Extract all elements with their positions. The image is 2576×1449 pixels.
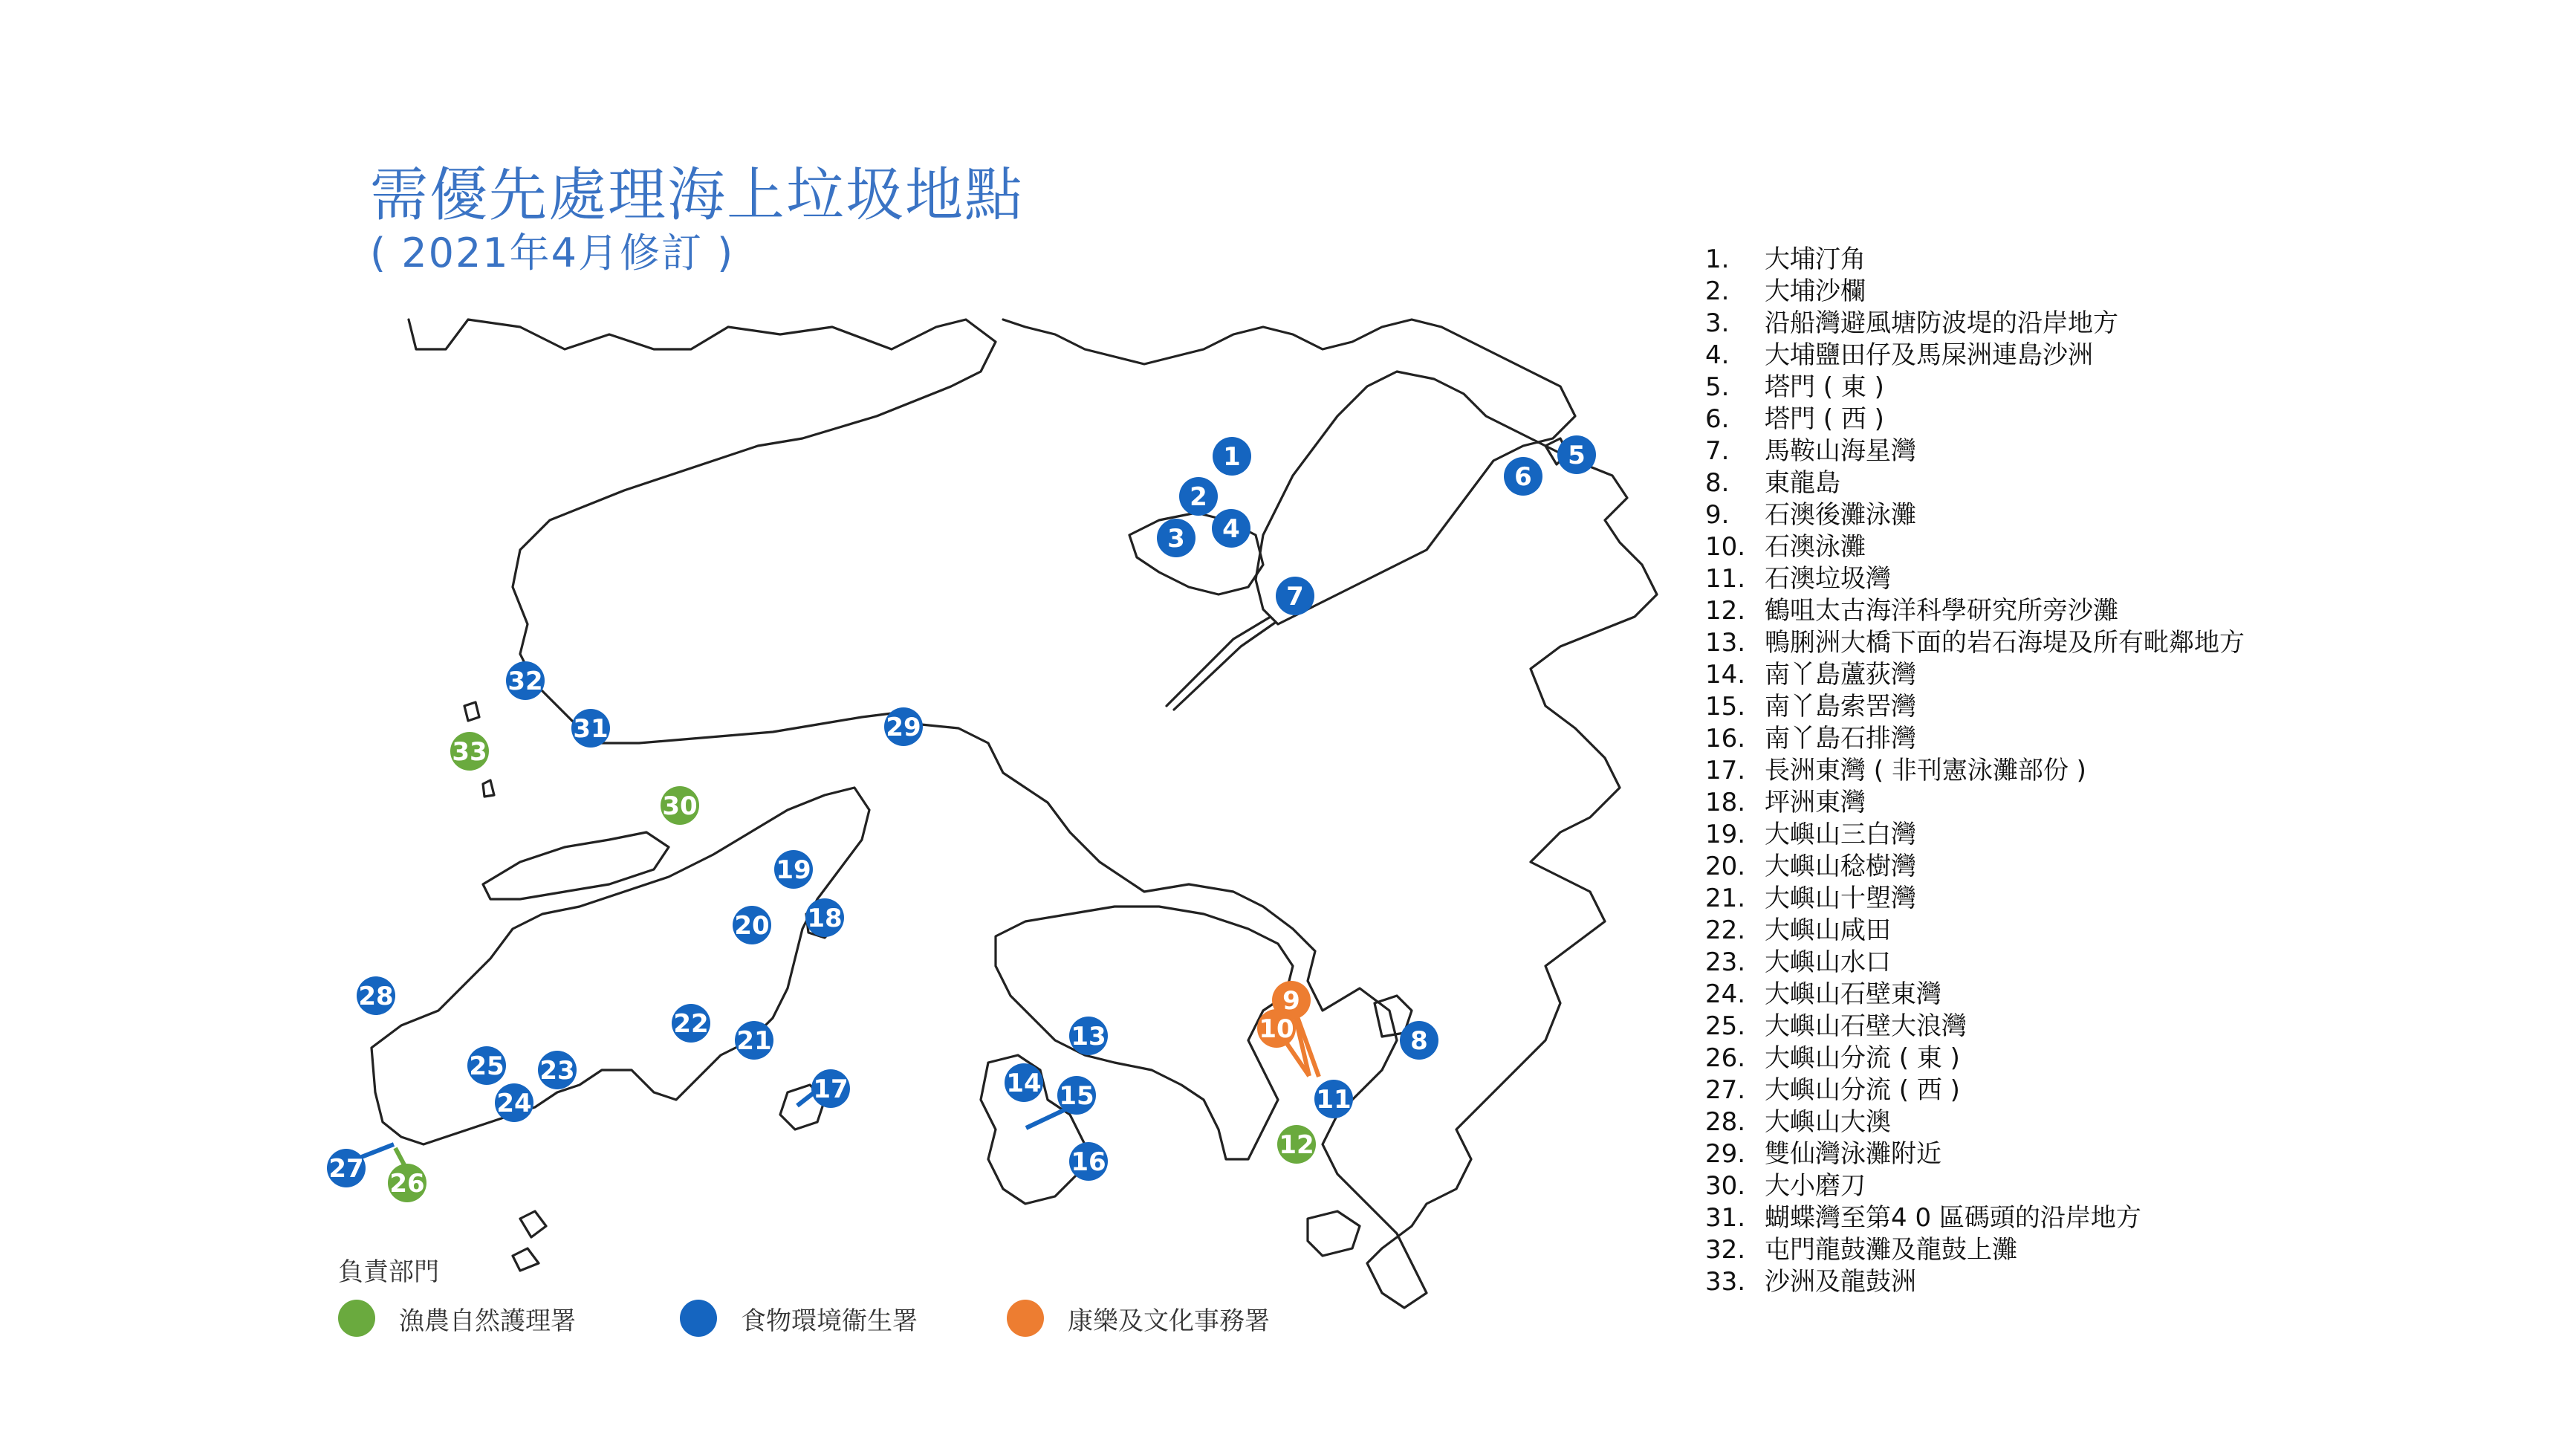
legend-item-lcsd [1007,1299,1270,1338]
legend-dot-lcsd [1007,1300,1044,1337]
site-number: 4. [1705,340,1730,370]
site-number: 12. [1705,596,1746,626]
site-list-item [1705,1266,2245,1298]
site-list-item [1705,276,2245,308]
site-marker-7 [1276,577,1314,615]
marker-label: 29 [886,713,921,742]
site-number: 6. [1705,404,1730,434]
site-marker-18 [805,898,844,937]
site-marker-27 [327,1149,366,1187]
site-name: 南丫島索罟灣 [1765,692,1916,722]
site-number: 30. [1705,1171,1746,1201]
marker-label: 8 [1410,1026,1428,1056]
site-list-item [1705,787,2245,819]
map-subtitle: ( 2021年4月修訂 ) [370,230,735,276]
site-marker-28 [357,976,395,1015]
marker-label: 30 [662,791,698,821]
site-number: 26. [1705,1043,1746,1073]
site-number: 14. [1705,660,1746,690]
site-number: 32. [1705,1235,1746,1265]
site-number: 25. [1705,1011,1746,1041]
site-list [1705,244,2245,1298]
mainland-coastline [409,320,1657,1308]
marker-label: 24 [496,1089,532,1118]
site-list-item [1705,819,2245,851]
site-marker-26 [388,1164,426,1202]
marker-label: 12 [1279,1130,1314,1160]
marker-label: 21 [736,1026,772,1056]
site-marker-11 [1314,1080,1353,1118]
site-marker-2 [1179,477,1218,516]
marker-label: 31 [573,714,609,744]
site-name: 東龍島 [1765,468,1840,498]
site-list-item [1705,979,2245,1011]
marker-label: 4 [1222,514,1240,544]
site-marker-5 [1557,435,1596,474]
site-list-item [1705,308,2245,340]
marker-connector-line [360,1144,394,1158]
marker-label: 26 [389,1169,425,1199]
site-name: 石澳泳灘 [1765,532,1866,562]
site-name: 長洲東灣 ( 非刊憲泳灘部份 ) [1765,756,2086,785]
site-marker-24 [495,1083,533,1122]
legend-item-fehd [680,1299,918,1338]
marker-label: 3 [1167,524,1185,554]
site-number: 31. [1705,1203,1746,1233]
site-marker-14 [1005,1063,1043,1102]
site-list-item [1705,467,2245,499]
site-name: 沙洲及龍鼓洲 [1765,1267,1916,1297]
site-name: 大嶼山咸田 [1765,915,1891,945]
marker-label: 25 [469,1051,505,1081]
site-marker-19 [774,850,813,889]
site-marker-30 [661,786,699,825]
site-list-item [1705,403,2245,435]
site-name: 南丫島石排灣 [1765,724,1916,753]
marker-label: 2 [1190,482,1207,512]
marker-label: 11 [1316,1085,1352,1115]
legend-label-afcd: 漁農自然護理署 [399,1306,576,1336]
po-toi-coastline [1308,1211,1360,1256]
site-number: 3. [1705,308,1730,338]
marker-label: 28 [358,982,394,1011]
legend-label-lcsd: 康樂及文化事務署 [1068,1306,1270,1336]
site-number: 15. [1705,692,1746,722]
legend-item-afcd [338,1299,576,1338]
site-number: 8. [1705,468,1730,498]
coastline [372,320,1657,1308]
site-list-item [1705,1170,2245,1202]
site-number: 16. [1705,724,1746,753]
marker-label: 23 [539,1056,575,1086]
site-list-item [1705,1043,2245,1074]
site-list-item [1705,1234,2245,1266]
legend-dot-afcd [338,1300,375,1337]
site-name: 大嶼山十塱灣 [1765,884,1916,913]
site-number: 7. [1705,436,1730,466]
site-list-item [1705,691,2245,723]
legend-dot-fehd [680,1300,717,1337]
site-list-item [1705,563,2245,595]
site-name: 鶴咀太古海洋科學研究所旁沙灘 [1765,596,2118,626]
marker-label: 9 [1282,986,1300,1016]
site-number: 2. [1705,276,1730,306]
site-list-item [1705,755,2245,787]
site-name: 塔門 ( 西 ) [1765,404,1884,434]
site-number: 11. [1705,564,1746,594]
marker-label: 22 [673,1009,709,1039]
site-marker-16 [1069,1142,1108,1181]
legend-label-fehd: 食物環境衞生署 [741,1306,918,1336]
marker-label: 13 [1071,1022,1106,1051]
site-marker-32 [506,661,545,700]
site-name: 大嶼山大澳 [1765,1107,1891,1137]
site-number: 27. [1705,1075,1746,1105]
marker-label: 19 [776,855,811,885]
marker-connector-line [1026,1109,1067,1128]
site-name: 鴨脷洲大橋下面的岩石海堤及所有毗鄰地方 [1765,628,2245,658]
marker-label: 32 [507,667,543,696]
site-marker-31 [571,709,610,748]
site-marker-10 [1257,1009,1296,1048]
site-name: 大嶼山稔樹灣 [1765,852,1916,881]
site-marker-1 [1213,437,1251,476]
legend-title: 負責部門 [338,1257,439,1287]
site-name: 大埔鹽田仔及馬屎洲連島沙洲 [1765,340,2093,370]
site-list-item [1705,435,2245,467]
site-marker-12 [1277,1125,1316,1164]
site-list-item [1705,499,2245,531]
site-marker-6 [1504,457,1542,496]
site-name: 沿船灣避風塘防波堤的沿岸地方 [1765,308,2118,338]
site-name: 石澳垃圾灣 [1765,564,1891,594]
site-list-item [1705,1106,2245,1138]
site-marker-22 [672,1004,710,1043]
site-marker-17 [811,1069,850,1108]
marker-label: 16 [1071,1147,1106,1177]
site-number: 29. [1705,1139,1746,1169]
site-name: 大嶼山分流 ( 西 ) [1765,1075,1960,1105]
site-name: 蝴蝶灣至第4 0 區碼頭的沿岸地方 [1765,1203,2141,1233]
site-number: 13. [1705,628,1746,658]
marker-label: 20 [734,911,770,941]
site-list-item [1705,1138,2245,1170]
site-list-item [1705,883,2245,915]
site-name: 塔門 ( 東 ) [1765,372,1884,402]
site-number: 9. [1705,500,1730,530]
site-number: 10. [1705,532,1746,562]
marker-label: 15 [1059,1081,1094,1111]
site-number: 5. [1705,372,1730,402]
site-marker-20 [733,906,771,944]
site-name: 大嶼山分流 ( 東 ) [1765,1043,1960,1073]
site-marker-23 [538,1051,577,1089]
site-marker-29 [884,707,923,746]
site-marker-3 [1157,519,1195,557]
site-name: 大嶼山三白灣 [1765,820,1916,849]
site-marker-33 [450,732,489,771]
site-number: 28. [1705,1107,1746,1137]
site-marker-4 [1212,509,1250,548]
map-title: 需優先處理海上垃圾地點 [370,162,1025,229]
site-name: 大嶼山水口 [1765,947,1891,977]
site-name: 大埔汀角 [1765,244,1866,274]
marker-label: 6 [1514,462,1532,492]
breakwater [1167,617,1275,710]
site-list-item [1705,372,2245,403]
site-list-item [1705,723,2245,755]
site-name: 大嶼山石壁大浪灣 [1765,1011,1967,1041]
site-list-item [1705,659,2245,691]
site-number: 23. [1705,947,1746,977]
marker-label: 5 [1568,441,1586,470]
site-number: 17. [1705,756,1746,785]
site-name: 馬鞍山海星灣 [1765,436,1916,466]
site-name: 大小磨刀 [1765,1171,1866,1201]
marker-label: 14 [1006,1069,1042,1098]
site-marker-21 [735,1021,773,1060]
marker-label: 10 [1259,1014,1294,1044]
site-number: 24. [1705,979,1746,1009]
site-list-item [1705,244,2245,276]
site-number: 20. [1705,852,1746,881]
marker-label: 1 [1223,442,1241,472]
site-name: 大埔沙欄 [1765,276,1866,306]
site-list-item [1705,947,2245,979]
marker-label: 33 [452,737,487,767]
site-number: 22. [1705,915,1746,945]
site-number: 21. [1705,884,1746,913]
soko-islands-coastline [513,1211,546,1271]
marker-connector-line [797,1092,814,1106]
marker-label: 7 [1286,582,1304,612]
site-number: 1. [1705,244,1730,274]
site-name: 雙仙灣泳灘附近 [1765,1139,1941,1169]
site-list-item [1705,915,2245,947]
site-list-item [1705,531,2245,563]
site-list-item [1705,595,2245,627]
site-marker-15 [1057,1076,1096,1115]
site-list-item [1705,1074,2245,1106]
site-number: 19. [1705,820,1746,849]
marker-label: 17 [813,1074,849,1104]
marker-label: 18 [807,904,843,933]
site-name: 石澳後灘泳灘 [1765,500,1916,530]
site-list-item [1705,627,2245,659]
site-list-item [1705,1011,2245,1043]
marker-label: 27 [328,1154,364,1184]
site-name: 屯門龍鼓灘及龍鼓上灘 [1765,1235,2017,1265]
site-list-item [1705,851,2245,883]
site-marker-8 [1400,1021,1438,1060]
site-marker-25 [467,1046,506,1085]
site-number: 18. [1705,788,1746,817]
site-number: 33. [1705,1267,1746,1297]
site-list-item [1705,340,2245,372]
marker-layer [327,435,1596,1202]
airport-island-coastline [483,832,669,899]
site-marker-13 [1069,1017,1108,1055]
site-name: 南丫島蘆荻灣 [1765,660,1916,690]
site-name: 坪洲東灣 [1765,788,1866,817]
site-name: 大嶼山石壁東灣 [1765,979,1941,1009]
site-list-item [1705,1202,2245,1234]
